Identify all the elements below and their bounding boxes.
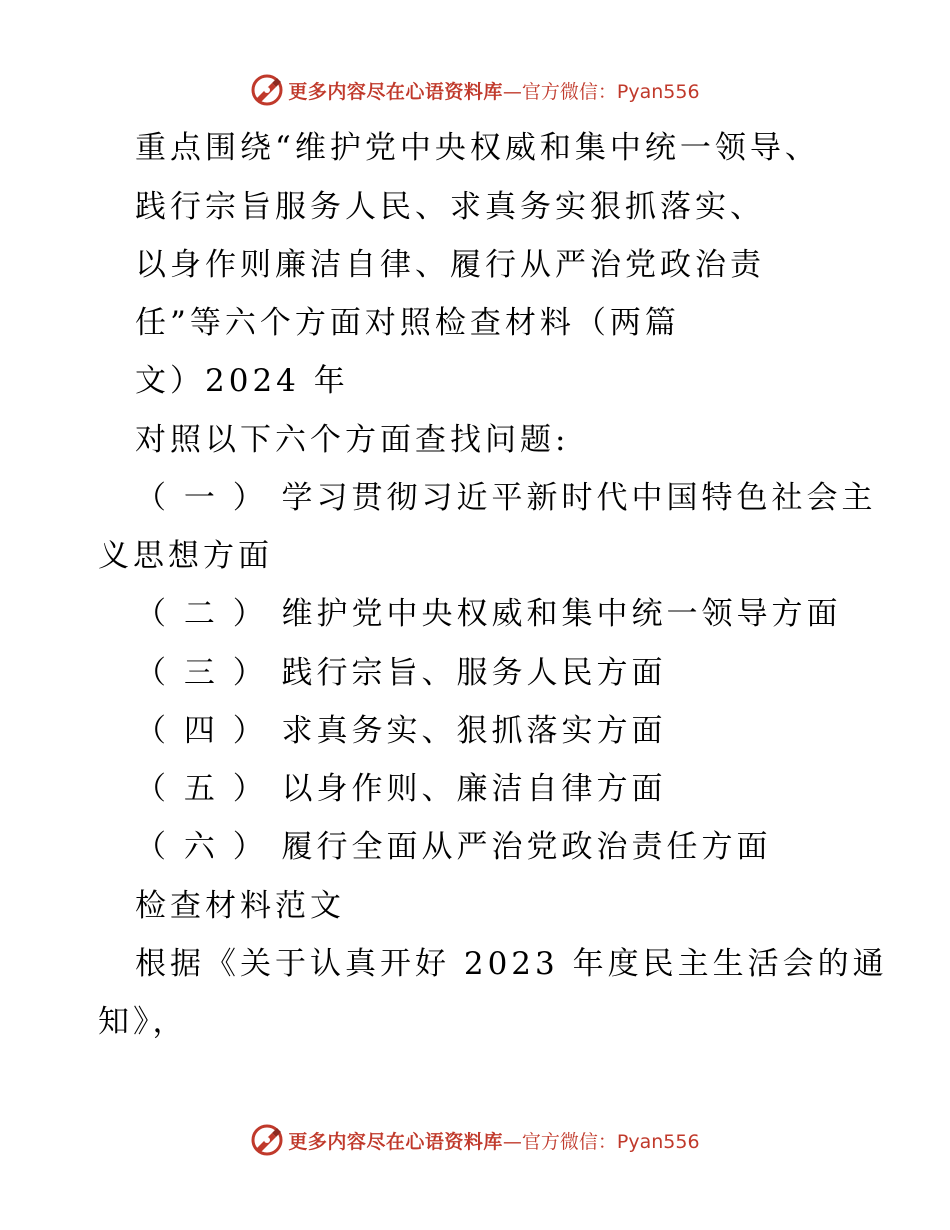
title-line: 践行宗旨服务人民、求真务实狠抓落实、 [135, 189, 765, 225]
list-item: （ 一 ） 学习贯彻习近平新时代中国特色社会主 [135, 480, 877, 516]
title-line: 文）2024 年 [135, 363, 349, 399]
body-line: 根据《关于认真开好 2023 年度民主生活会的通 [135, 946, 888, 982]
header-watermark [0, 70, 950, 110]
pen-logo-icon [250, 73, 284, 107]
list-item: （ 五 ） 以身作则、廉洁自律方面 [135, 771, 667, 807]
watermark-contact: —官方微信：Pyan556 [502, 1130, 700, 1153]
list-item: （ 六 ） 履行全面从严治党政治责任方面 [135, 829, 772, 865]
section-title: 检查材料范文 [135, 888, 345, 924]
watermark-brand: 更多内容尽在心语资料库 [288, 1130, 503, 1153]
watermark-brand: 更多内容尽在心语资料库 [288, 80, 503, 103]
title-line: 重点围绕“维护党中央权威和集中统一领导、 [135, 130, 820, 166]
list-item: （ 二 ） 维护党中央权威和集中统一领导方面 [135, 596, 842, 632]
body-line: 知》， [98, 1004, 188, 1040]
list-item: （ 四 ） 求真务实、狠抓落实方面 [135, 713, 667, 749]
intro-text: 对照以下六个方面查找问题: [135, 422, 570, 458]
watermark-contact: —官方微信：Pyan556 [502, 80, 700, 103]
pen-logo-icon [250, 1123, 284, 1157]
title-line: 任”等六个方面对照检查材料（两篇 [135, 305, 680, 341]
footer-watermark [0, 1120, 950, 1160]
list-item: （ 三 ） 践行宗旨、服务人民方面 [135, 655, 667, 691]
title-line: 以身作则廉洁自律、履行从严治党政治责 [135, 247, 765, 283]
list-item-continuation: 义思想方面 [98, 538, 273, 574]
